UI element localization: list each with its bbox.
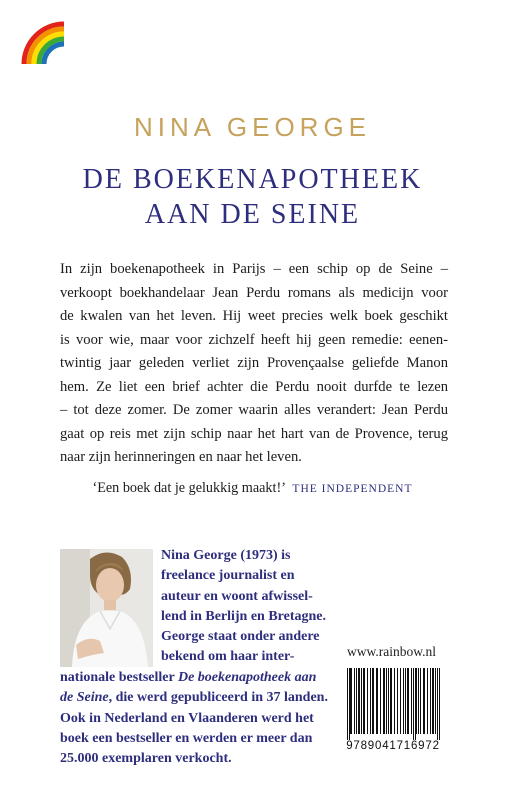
quote-source: THE INDEPENDENT	[292, 483, 413, 495]
quote-text: ‘Een boek dat je gelukkig maakt!’	[92, 480, 285, 496]
barcode-bar	[350, 668, 352, 734]
book-title	[0, 162, 505, 232]
barcode-bar	[405, 668, 406, 734]
barcode-bar	[358, 668, 360, 734]
barcode-bar	[420, 668, 421, 734]
author-bio-bottom	[60, 668, 338, 769]
blurb-line: gaat op reis met zijn schip naar het hart van de Provence, terug	[60, 425, 448, 442]
barcode-guard-bar	[415, 668, 416, 740]
barcode-guard-bar	[347, 668, 348, 740]
barcode-bar	[354, 668, 355, 734]
blurb-line: verkoopt boekhandelaar Jean Perdu romans als medicijn voor	[60, 284, 448, 301]
bio-line	[60, 709, 338, 729]
barcode-bar	[416, 668, 417, 734]
barcode-guard-bar	[349, 668, 350, 740]
barcode-bar	[407, 668, 409, 734]
blurb-line: – tot deze zomer. De zomer waarin alles verandert: Jean Perdu	[60, 402, 448, 418]
bio-text: 25.000 exemplaren verkocht.	[60, 751, 232, 767]
barcode-bar	[380, 668, 381, 734]
author-photo	[60, 549, 153, 667]
rainbow-logo-icon	[20, 20, 66, 66]
publisher-website: www.rainbow.nl	[347, 644, 436, 659]
barcode-bar	[386, 668, 387, 734]
blurb-line: In zijn boekenapotheek in Parijs – een schip op de Seine –	[60, 261, 448, 277]
barcode-bar	[356, 668, 357, 734]
bio-text: Ook in Nederland en Vlaanderen werd het	[60, 710, 314, 726]
barcode-bar	[383, 668, 385, 734]
isbn-barcode	[343, 668, 443, 756]
bio-line: freelance journalist en	[161, 568, 295, 584]
book-title-italic: de Seine	[60, 690, 109, 706]
bio-line: lend in Berlijn en Bretagne.	[161, 608, 327, 624]
isbn-number: 9789041716972	[346, 740, 440, 752]
bio-line	[60, 749, 338, 769]
barcode-bar	[430, 668, 431, 734]
bio-line	[60, 688, 338, 708]
book-title-italic: De boekenapotheek aan	[177, 670, 317, 685]
barcode-bar	[363, 668, 365, 734]
bio-line: Nina George (1973) is	[161, 548, 291, 563]
barcode-bar	[418, 668, 419, 734]
barcode-bar	[388, 668, 389, 734]
blurb-line: naar zijn herinneringen en naar het leven.	[60, 449, 302, 465]
title-line: DE BOEKENAPOTHEEK	[82, 164, 423, 195]
blurb-line: is voor wie, maar voor zichzelf heeft hij geen remedie: eenen-	[60, 331, 448, 348]
barcode-bar	[370, 668, 371, 734]
blurb-line: twintig jaar geleden verliet zijn Provençaalse geliefde Manon	[60, 355, 448, 371]
bio-line: bekend om haar inter-	[161, 649, 295, 665]
barcode-bar	[432, 668, 434, 734]
bio-text: nationale bestseller	[60, 670, 178, 685]
barcode-bar	[372, 668, 374, 734]
barcode-bar	[427, 668, 428, 734]
barcode-bar	[400, 668, 401, 734]
barcode-bar	[411, 668, 412, 734]
bio-line: auteur en woont afwissel-	[161, 588, 313, 604]
barcode-bar	[397, 668, 398, 734]
barcode-bar	[367, 668, 368, 734]
bio-line	[60, 668, 338, 688]
blurb-line: de kwalen van het leven. Hij weet precies welk boek geschikt	[60, 308, 448, 324]
barcode-bar	[403, 668, 404, 734]
book-blurb	[60, 258, 448, 470]
barcode-bar	[361, 668, 362, 734]
blurb-line: hem. Ze liet een brief achter die Perdu nooit durfde te lezen	[60, 378, 448, 395]
barcode-guard-bar	[413, 668, 414, 740]
bio-line	[60, 729, 338, 749]
barcode-bar	[423, 668, 425, 734]
title-line: AAN DE SEINE	[144, 199, 361, 230]
barcode-bar	[390, 668, 392, 734]
bio-line: George staat onder andere	[161, 629, 320, 645]
barcode-bar	[394, 668, 395, 734]
barcode-guard-bar	[439, 668, 440, 740]
bio-text: , die werd gepubliceerd in 37 landen.	[108, 690, 328, 706]
barcode-bar	[376, 668, 378, 734]
author-bio-top	[161, 546, 336, 668]
barcode-bars	[343, 668, 443, 740]
barcode-bar	[435, 668, 436, 734]
bio-text: boek een bestseller en werden er meer dan	[60, 730, 313, 746]
author-name: NINA GEORGE	[133, 112, 372, 142]
barcode-guard-bar	[437, 668, 438, 740]
review-quote	[0, 480, 505, 497]
